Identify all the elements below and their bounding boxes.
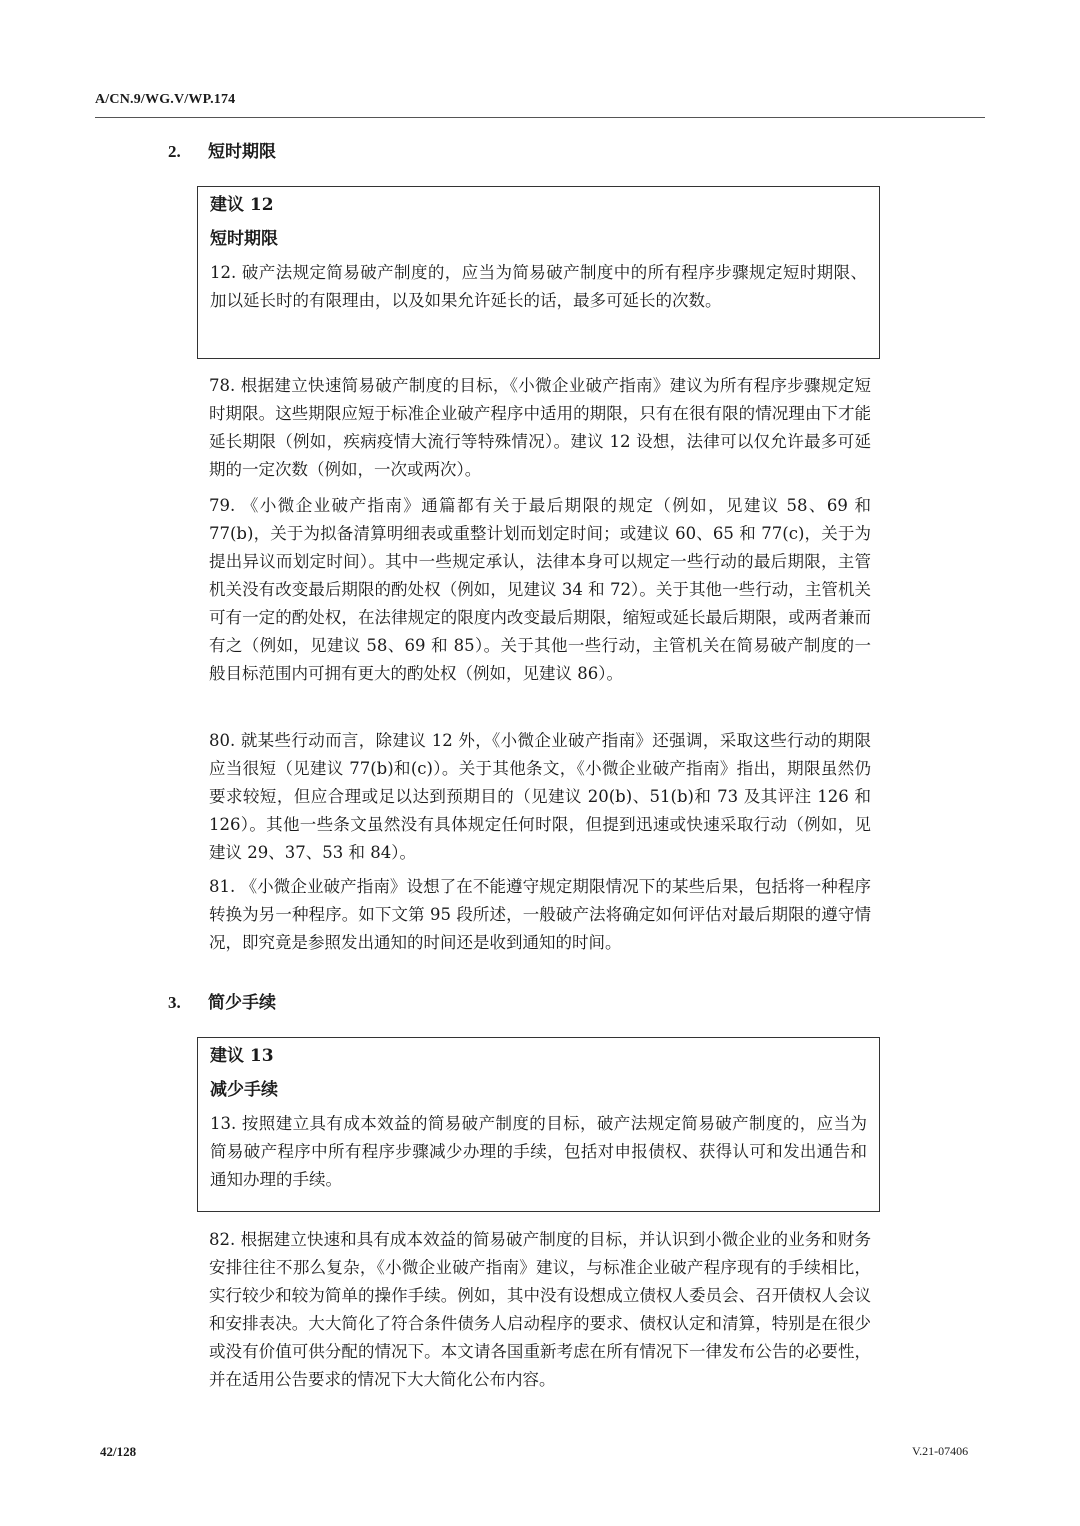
section-3-title: 简少手续 (208, 993, 276, 1013)
paragraph-79: 79. 《小微企业破产指南》通篇都有关于最后期限的规定（例如，见建议 58、69 和 77(b)，关于为拟备清算明细表或重整计划而划定时间；或建议 60、65 和 77(c)，关于为提出异议而划定时间）。其中一些规定承认，法律本身可以规定一些行动的最后期限，主管机关没有改变最后期限的酌处权（例如，见建议 34 和 72）。关于其他一些行动，主管机关可有一定的酌处权，在法律规定的限度内改变最后期限，缩短或延长最后期限，或两者兼而有之（例如，见建议 58、69 和 85）。关于其他一些行动，主管机关在简易破产制度的一般目标范围内可拥有更大的酌处权（例如，见建议 86）。 (209, 496, 871, 683)
header-divider (95, 117, 985, 118)
recommendation-12-title: 建议 12 (210, 195, 274, 215)
recommendation-12-box (197, 186, 880, 359)
paragraph-80: 80. 就某些行动而言，除建议 12 外，《小微企业破产指南》还强调，采取这些行动的期限应当很短（见建议 77(b)和(c)）。关于其他条文，《小微企业破产指南》指出，期限虽然仍要求较短，但应合理或足以达到预期目的（见建议 20(b)、51(b)和 73 及其评注 126 和 126）。其他一些条文虽然没有具体规定任何时限，但提到迅速或快速采取行动（例如，见建议 29、37、53 和 84）。 (209, 731, 871, 862)
paragraph-78: 78. 根据建立快速简易破产制度的目标，《小微企业破产指南》建议为所有程序步骤规定短时期限。这些期限应短于标准企业破产程序中适用的期限，只有在很有限的情况理由下才能延长期限（例如，疾病疫情大流行等特殊情况）。建议 12 设想，法律可以仅允许最多可延期的一定次数（例如，一次或两次）。 (209, 376, 871, 479)
job-number: V.21-07406 (912, 1444, 969, 1458)
recommendation-13-text: 13. 按照建立具有成本效益的简易破产制度的目标，破产法规定简易破产制度的，应当为简易破产程序中所有程序步骤减少办理的手续，包括对申报债权、获得认可和发出通告和通知办理的手续。 (210, 1114, 867, 1189)
document-symbol: A/CN.9/WG.V/WP.174 (95, 92, 236, 107)
paragraph-81: 81. 《小微企业破产指南》设想了在不能遵守规定期限情况下的某些后果，包括将一种程序转换为另一种程序。如下文第 95 段所述，一般破产法将确定如何评估对最后期限的遵守情况，即究竟是参照发出通知的时间还是收到通知的时间。 (209, 877, 871, 952)
page-number: 42/128 (100, 1444, 137, 1459)
paragraph-82: 82. 根据建立快速和具有成本效益的简易破产制度的目标，并认识到小微企业的业务和财务安排往往不那么复杂，《小微企业破产指南》建议，与标准企业破产程序现有的手续相比，实行较少和较为简单的操作手续。例如，其中没有设想成立债权人委员会、召开债权人会议和安排表决。大大简化了符合条件债务人启动程序的要求、债权认定和清算，特别是在很少或没有价值可供分配的情况下。本文请各国重新考虑在所有情况下一律发布公告的必要性，并在适用公告要求的情况下大大简化公布内容。 (209, 1230, 871, 1389)
section-3-number: 3. (168, 993, 181, 1012)
section-3-heading (168, 988, 276, 1013)
section-2-title: 短时期限 (208, 142, 276, 162)
section-2-heading (168, 137, 276, 162)
recommendation-12-subtitle: 短时期限 (210, 229, 278, 249)
recommendation-13-subtitle: 减少手续 (210, 1080, 278, 1100)
recommendation-13-title: 建议 13 (210, 1046, 274, 1066)
recommendation-12-text: 12. 破产法规定简易破产制度的，应当为简易破产制度中的所有程序步骤规定短时期限、加以延长时的有限理由，以及如果允许延长的话，最多可延长的次数。 (210, 263, 867, 310)
section-2-number: 2. (168, 142, 181, 161)
recommendation-13-box (197, 1037, 880, 1212)
